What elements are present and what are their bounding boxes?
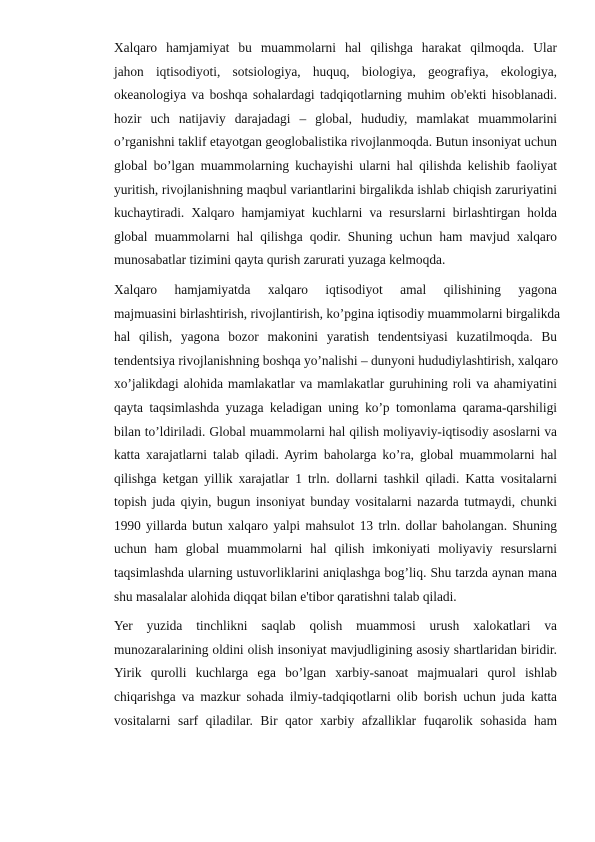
text-line: 1990 yillarda butun xalqaro yalpi mahsulot 13 trln. dollar baholangan. Shuning xyxy=(114,517,557,533)
text-line: Yirik qurolli kuchlarga ega bo’lgan xarbiy-sanoat majmualari qurol ishlab xyxy=(114,665,557,681)
text-line: munozaralarining oldini olish insoniyat mavjudligining asosiy shartlaridan biridir. xyxy=(114,641,557,657)
text-line: kuchaytiradi. Xalqaro hamjamiyat kuchlarni va resurslarni birlashtirgan holda xyxy=(114,205,557,221)
text-line: Yer yuzida tinchlikni saqlab qolish muammosi urush xalokatlari va xyxy=(114,618,557,634)
text-line: qayta taqsimlashda yuzaga keladigan uning ko’p tomonlama qarama-qarshiligi xyxy=(114,399,557,415)
text-line: hal qilish, yagona bozor makonini yaratish tendentsiyasi kuzatilmoqda. Bu xyxy=(114,329,557,345)
text-line: shu masalalar alohida diqqat bilan e'tibor qaratishni talab qiladi. xyxy=(114,588,457,604)
text-line: Xalqaro hamjamiyat bu muammolarni hal qilishga harakat qilmoqda. Ular xyxy=(114,40,557,55)
text-line: vositalarni sarf qiladilar. Bir qator xarbiy afzalliklar fuqarolik sohasida ham xyxy=(114,712,557,728)
text-line: taqsimlashda ularning ustuvorliklarini aniqlashga bog’liq. Shu tarzda aynan mana xyxy=(114,565,557,581)
text-line: global muammolarni hal qilishga qodir. Shuning uchun ham mavjud xalqaro xyxy=(114,228,557,244)
paragraph-1 xyxy=(84,36,557,272)
text-line: majmuasini birlashtirish, rivojlantirish, ko’pgina iqtisodiy muammolarni birgalikda xyxy=(114,305,561,321)
text-line: hozir uch natijaviy darajadagi – global, hududiy, mamlakat muammolarini xyxy=(114,110,557,126)
text-line: bilan to’ldiriladi. Global muammolarni hal qilish moliyaviy-iqtisodiy asoslarni va xyxy=(114,423,557,439)
text-line: yuritish, rivojlanishning maqbul variantlarini birgalikda ishlab chiqish zaruriyatini xyxy=(114,181,557,197)
paragraph-2 xyxy=(84,278,561,608)
text-line: okeanologiya va boshqa sohalardagi tadqiqotlarning muhim ob'ekti hisoblanadi. xyxy=(114,87,557,103)
text-line: jahon iqtisodiyoti, sotsiologiya, huquq, biologiya, geografiya, ekologiya, xyxy=(114,63,557,79)
document-page xyxy=(84,36,561,738)
text-line: o’rganishni taklif etayotgan geoglobalistika rivojlanmoqda. Butun insoniyat uchun xyxy=(114,134,557,150)
text-line: Xalqaro hamjamiyatda xalqaro iqtisodiyot amal qilishining yagona xyxy=(114,281,557,297)
text-line: uchun ham global muammolarni hal qilish imkoniyati moliyaviy resurslarni xyxy=(114,541,557,557)
text-line: munosabatlar tizimini qayta qurish zarurati yuzaga kelmoqda. xyxy=(114,252,446,268)
text-line: katta xarajatlarni talab qiladi. Ayrim baholarga ko’ra, global muammolarni hal xyxy=(114,447,557,463)
text-line: global bo’lgan muammolarning kuchayishi ularni hal qilishda kelishib faoliyat xyxy=(114,157,557,173)
text-line: xo’jalikdagi alohida mamlakatlar va mamlakatlar guruhining roli va ahamiyatini xyxy=(114,376,557,392)
text-line: qilishga ketgan yillik xarajatlar 1 trln. dollarni tashkil qiladi. Katta vositalarni xyxy=(114,470,557,486)
text-line: tendentsiya rivojlanishning boshqa yo’nalishi – dunyoni hududiylashtirish, xalqaro xyxy=(114,352,559,368)
paragraph-3 xyxy=(84,614,557,732)
text-line: chiqarishga va mazkur sohada ilmiy-tadqiqotlarni olib borish uchun juda katta xyxy=(114,689,557,705)
text-line: topish juda qiyin, bugun insoniyat bunday vositalarni nazarda tutmaydi, chunki xyxy=(114,494,557,510)
